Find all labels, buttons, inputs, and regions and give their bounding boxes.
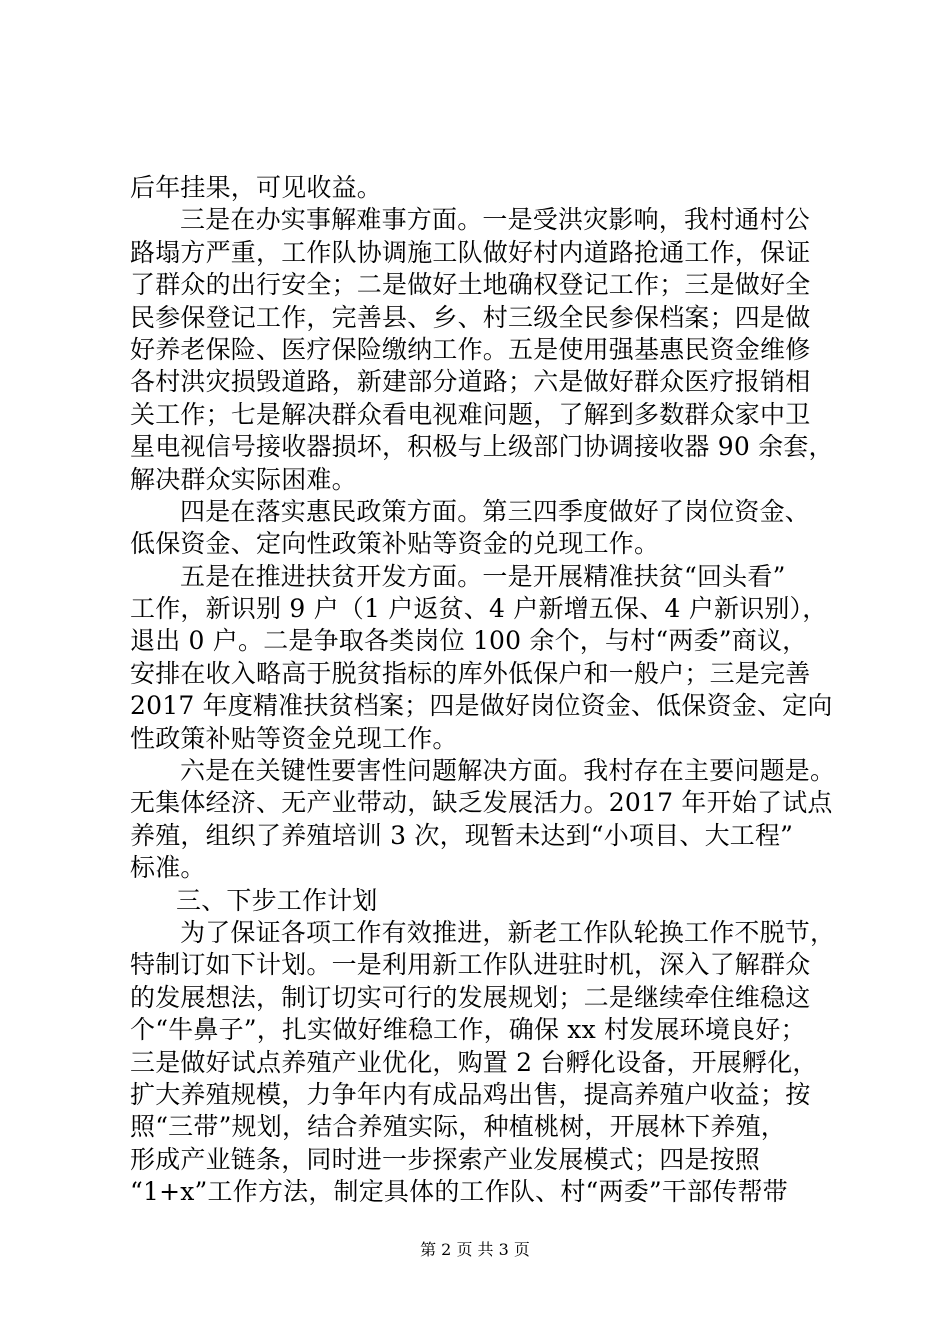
paragraph-first-line: 五是在推进扶贫开发方面。一是开展精准扶贫“回头看” — [180, 561, 786, 591]
paragraph-first-line: 为了保证各项工作有效推进，新老工作队轮换工作不脱节， — [180, 917, 836, 947]
paragraph-first-line: 四是在落实惠民政策方面。第三四季度做好了岗位资金、 — [180, 496, 811, 526]
text-line: 性政策补贴等资金兑现工作。 — [130, 723, 458, 753]
text-line: 安排在收入略高于脱贫指标的库外低保户和一般户；三是完善 — [130, 658, 811, 688]
text-line: 民参保登记工作，完善县、乡、村三级全民参保档案；四是做 — [130, 302, 811, 332]
text-line: 解决群众实际困难。 — [130, 464, 357, 494]
text-line: 形成产业链条，同时进一步探索产业发展模式；四是按照 — [130, 1144, 761, 1174]
text-line: 各村洪灾损毁道路，新建部分道路；六是做好群众医疗报销相 — [130, 367, 811, 397]
text-line: 无集体经济、无产业带动，缺乏发展活力。2017 年开始了试点 — [130, 788, 833, 818]
text-line: 养殖，组织了养殖培训 3 次，现暂未达到“小项目、大工程” — [130, 820, 794, 850]
text-line: 扩大养殖规模，力争年内有成品鸡出售，提高养殖户收益；按 — [130, 1079, 811, 1109]
text-line: 后年挂果，可见收益。 — [130, 173, 383, 202]
paragraph-first-line: 三是在办实事解难事方面。一是受洪灾影响，我村通村公 — [180, 205, 811, 235]
text-line: 了群众的出行安全；二是做好土地确权登记工作；三是做好全 — [130, 270, 811, 300]
text-line: 工作，新识别 9 户（1 户返贫、4 户新增五保、4 户新识别）， — [130, 594, 828, 624]
text-line: 三是做好试点养殖产业优化，购置 2 台孵化设备，开展孵化， — [130, 1047, 818, 1077]
text-line: 2017 年度精准扶贫档案；四是做好岗位资金、低保资金、定向 — [130, 691, 833, 721]
text-line: 星电视信号接收器损坏，积极与上级部门协调接收器 90 余套， — [130, 432, 834, 462]
text-line: 标准。 — [130, 853, 206, 883]
text-line: 关工作；七是解决群众看电视难问题，了解到多数群众家中卫 — [130, 399, 811, 429]
text-line: “1+x”工作方法，制定具体的工作队、村“两委”干部传帮带 — [130, 1177, 788, 1207]
text-line: 退出 0 户。二是争取各类岗位 100 余个，与村“两委”商议， — [130, 626, 808, 656]
text-line: 特制订如下计划。一是利用新工作队进驻时机，深入了解群众 — [130, 950, 811, 980]
text-line: 低保资金、定向性政策补贴等资金的兑现工作。 — [130, 529, 660, 559]
text-line: 好养老保险、医疗保险缴纳工作。五是使用强基惠民资金维修 — [130, 334, 811, 364]
paragraph-first-line: 六是在关键性要害性问题解决方面。我村存在主要问题是。 — [180, 756, 836, 786]
text-line: 照“三带”规划，结合养殖实际，种植桃树，开展林下养殖， — [130, 1112, 786, 1142]
text-line: 的发展想法，制订切实可行的发展规划；二是继续牵住维稳这 — [130, 982, 811, 1012]
section-heading: 三、下步工作计划 — [176, 885, 378, 915]
text-line: 路塌方严重，工作队协调施工队做好村内道路抢通工作，保证 — [130, 237, 811, 267]
text-line: 个“牛鼻子”，扎实做好维稳工作，确保 xx 村发展环境良好； — [130, 1015, 806, 1045]
page-number-footer: 第 2 页 共 3 页 — [420, 1240, 530, 1259]
document-body — [130, 172, 836, 1209]
